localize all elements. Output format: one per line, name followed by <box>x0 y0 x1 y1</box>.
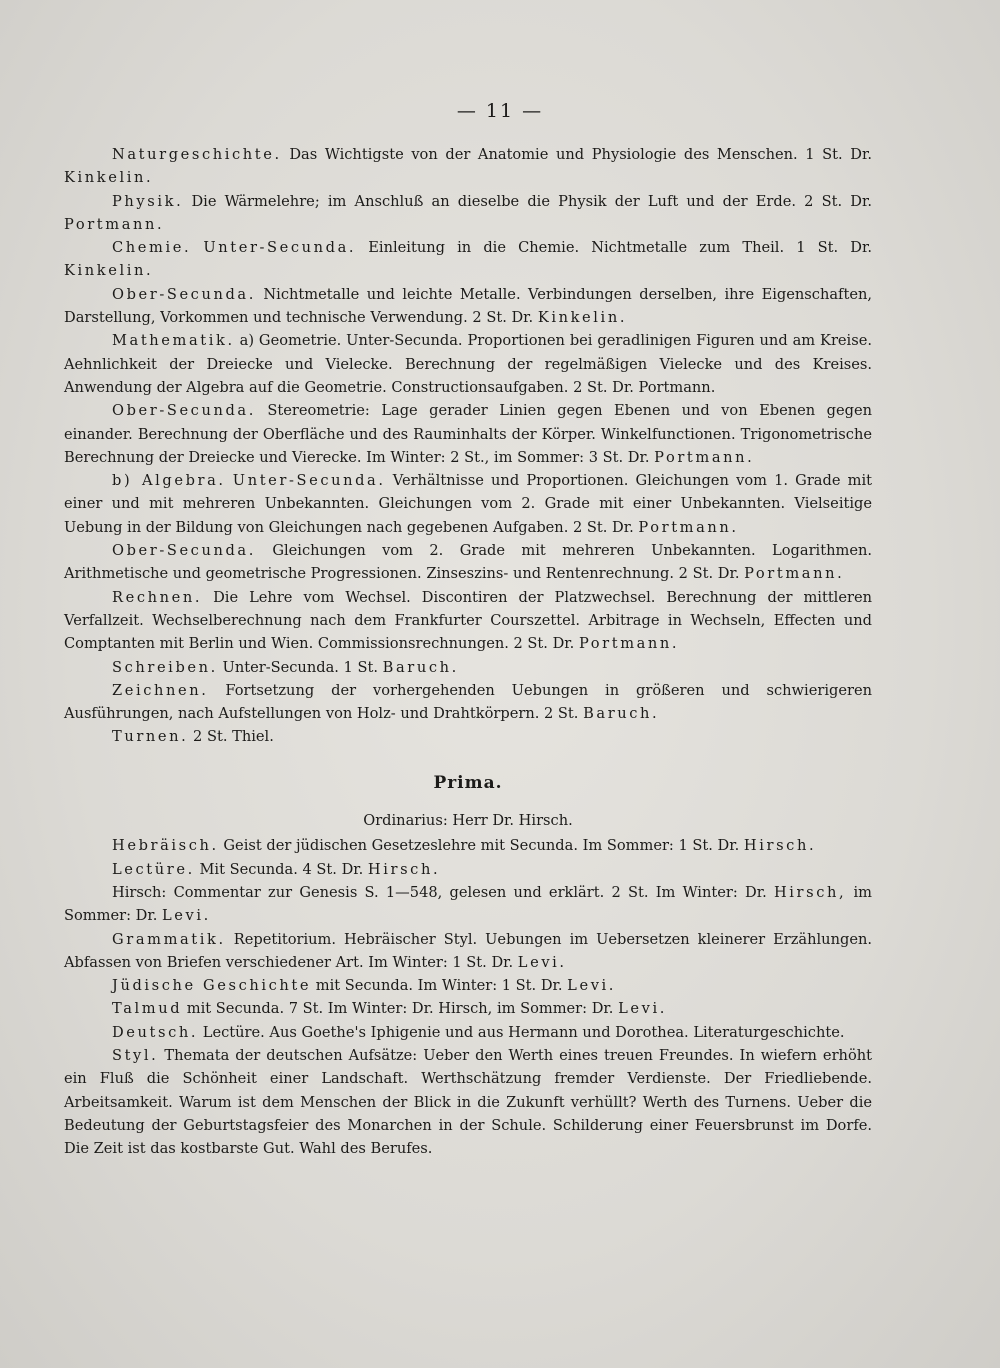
class-level: Unter-Secunda. <box>203 239 357 257</box>
paragraph-naturgeschichte <box>64 143 872 190</box>
class-level: Ober-Secunda. <box>112 402 256 420</box>
subject-heading: Mathematik. <box>112 332 235 350</box>
paragraph-grammatik <box>64 928 872 975</box>
paragraph-text: im Sommer: Dr. <box>64 883 872 925</box>
paragraph-juedische-geschichte <box>64 974 872 997</box>
subject-heading: Zeichnen. <box>112 681 209 699</box>
paragraph-text: Die Wärmelehre; im Anschluß an dieselbe die Physik der Luft und der Erde. 2 St. Dr. <box>183 192 872 210</box>
subject-heading: Turnen. <box>112 728 189 746</box>
paragraph-physik <box>64 190 872 237</box>
teacher-name: Kinkelin. <box>64 169 154 187</box>
paragraph-talmud <box>64 997 872 1020</box>
subject-heading: Styl. <box>112 1046 159 1064</box>
paragraph-hirsch-commentar <box>64 881 872 928</box>
paragraph-lectuere <box>64 858 872 881</box>
subject-heading: b) Algebra. <box>112 472 226 490</box>
teacher-name: Portmann. <box>638 518 739 536</box>
paragraph-text: Themata der deutschen Aufsätze: Ueber den Werth eines treuen Freundes. In wiefern erhöht ein Fluß die Schönheit einer Landschaft. Werthschätzung fremder Verdienste. Der Friedliebende. Arbeitsamkeit. Warum ist dem Menschen der Blick in die Zukunft verhüllt? Werth des Turnens. Ueber die Bedeutung der Geburtstagsfeier des Monarchen in der Schule. Schilderung einer Feuersbrunst im Dorfe. Die Zeit ist das kostbarste Gut. Wahl des Berufes. <box>64 1046 872 1158</box>
teacher-name: Levi. <box>567 977 617 995</box>
teacher-name: Portmann. <box>744 565 845 583</box>
section-title-prima: Prima. <box>433 772 503 793</box>
paragraph-text: Fortsetzung der vorhergehenden Uebungen in größeren und schwierigeren Ausführungen, nach Aufstellungen von Holz- und Drahtkörpern. 2 St. <box>64 681 872 723</box>
paragraph-schreiben <box>64 656 872 679</box>
paragraph-text: Die Lehre vom Wechsel. Discontiren der Platzwechsel. Berechnung der mittleren Verfallzeit. Wechselberechnung nach dem Frankfurter Courszettel. Arbitrage in Wechseln, Effecten und Comptanten mit Berlin und Wien. Commissionsrechnungen. 2 St. Dr. <box>64 588 872 653</box>
paragraph-text: Mit Secunda. 4 St. Dr. <box>194 860 368 878</box>
paragraph-mathematik-ober-secunda <box>64 399 872 469</box>
paragraph-mathematik <box>64 329 872 399</box>
teacher-name: Portmann. <box>578 635 680 653</box>
paragraph-text: mit Secunda. 7 St. Im Winter: Dr. Hirsch, im Sommer: Dr. <box>182 1000 619 1018</box>
teacher-name: Baruch. <box>583 705 660 723</box>
paragraph-text: mit Secunda. Im Winter: 1 St. Dr. <box>311 977 568 995</box>
paragraph-deutsch <box>64 1021 872 1044</box>
subject-heading: Physik. <box>112 192 184 210</box>
teacher-name: Levi. <box>161 907 211 925</box>
teacher-name: Levi. <box>517 953 567 971</box>
class-level: Ober-Secunda. <box>112 542 256 560</box>
class-level: Unter-Secunda. <box>232 472 386 490</box>
paragraph-turnen <box>64 725 872 748</box>
subject-heading: Schreiben. <box>112 658 218 676</box>
paragraph-zeichnen <box>64 679 872 726</box>
subject-heading: Jüdische Geschichte <box>112 977 312 995</box>
page-number: — 11 — <box>456 100 544 122</box>
paragraph-text: Einleitung in die Chemie. Nichtmetalle zum Theil. 1 St. Dr. <box>356 239 873 257</box>
teacher-name: Portmann. <box>654 448 755 466</box>
teacher-name: Portmann. <box>64 215 165 233</box>
subject-heading: Deutsch. <box>112 1023 199 1041</box>
paragraph-text: Gleichungen vom 2. Grade mit mehreren Unbekannten. Logarithmen. Arithmetische und geometrische Progressionen. Zinseszins- und Rentenrechnung. 2 St. Dr. <box>64 542 872 583</box>
subject-heading: Naturgeschichte. <box>112 146 282 163</box>
subject-heading: Hirsch: <box>112 883 167 901</box>
paragraph-text: Das Wichtigste von der Anatomie und Physiologie des Menschen. 1 St. Dr. <box>281 146 872 163</box>
teacher-name: Levi. <box>618 1000 667 1018</box>
subject-heading: Rechnen. <box>112 588 203 606</box>
paragraph-text: Repetitorium. Hebräischer Styl. Uebungen im Uebersetzen kleinerer Erzählungen. Abfassen von Briefen verschiedener Art. Im Winter: 1 St. Dr. <box>64 930 872 971</box>
paragraph-text: Commentar zur Genesis S. 1—548, gelesen und erklärt. 2 St. Im Winter: Dr. <box>166 883 774 901</box>
class-level: Ober-Secunda. <box>112 285 256 303</box>
subject-heading: Talmud <box>112 1000 183 1018</box>
teacher-name: Hirsch. <box>367 860 441 878</box>
teacher-name: Hirsch, <box>773 883 847 901</box>
paragraph-chemie-ober-secunda <box>64 283 872 330</box>
paragraph-text: Lectüre. Aus Goethe's Iphigenie und aus Hermann und Dorothea. Literaturgeschichte. <box>198 1023 845 1041</box>
paragraph-algebra <box>64 469 872 539</box>
teacher-name: Hirsch. <box>743 837 817 855</box>
paragraph-chemie <box>64 236 872 283</box>
subject-heading: Hebräisch. <box>112 837 219 855</box>
teacher-name: Kinkelin. <box>64 262 154 280</box>
paragraph-text: Verhältnisse und Proportionen. Gleichungen vom 1. Grade mit einer und mit mehreren Unbekannten. Gleichungen vom 2. Grade mit einer Unbekannten. Vielseitige Uebung in der Bildung von Gleichungen nach gegebenen Aufgaben. 2 St. Dr. <box>64 472 873 536</box>
paragraph-text: Nichtmetalle und leichte Metalle. Verbindungen derselben, ihre Eigenschaften, Darstellung, Vorkommen und technische Verwendung. 2 St. Dr. <box>64 285 872 327</box>
subject-heading: Grammatik. <box>112 930 226 948</box>
paragraph-text: Stereometrie: Lage gerader Linien gegen Ebenen und von Ebenen gegen einander. Berechnung der Oberfläche und des Rauminhalts der Körper. Winkelfunctionen. Trigonometrische Berechnung der Dreiecke und Vierecke. Im Winter: 2 St., im Sommer: 3 St. Dr. <box>64 402 872 466</box>
paragraph-styl <box>64 1044 872 1160</box>
ordinarius-line: Ordinarius: Herr Dr. Hirsch. <box>363 812 573 830</box>
paragraph-text <box>226 472 233 489</box>
teacher-name: Kinkelin. <box>537 309 628 327</box>
page-content <box>64 143 872 1160</box>
paragraph-algebra-ober-secunda <box>64 539 872 586</box>
teacher-name: Baruch. <box>382 658 459 676</box>
paragraph-text: Unter-Secunda. 1 St. <box>217 658 383 676</box>
subject-heading: Lectüre. <box>112 860 195 878</box>
paragraph-text: 2 St. Thiel. <box>188 728 274 746</box>
paragraph-hebraeisch <box>64 834 872 857</box>
subject-heading: Chemie. <box>112 239 192 257</box>
paragraph-rechnen <box>64 586 872 656</box>
paragraph-text <box>191 239 203 256</box>
paragraph-text: a) Geometrie. Unter-Secunda. Proportionen bei geradlinigen Figuren und am Kreise. Aehnlichkeit der Dreiecke und Vielecke. Berechnung der regelmäßigen Vielecke und des Kreises. Anwendung der Algebra auf die Geometrie. Constructionsaufgaben. 2 St. Dr. Portmann. <box>64 332 872 396</box>
paragraph-text: Geist der jüdischen Gesetzeslehre mit Secunda. Im Sommer: 1 St. Dr. <box>218 837 744 855</box>
